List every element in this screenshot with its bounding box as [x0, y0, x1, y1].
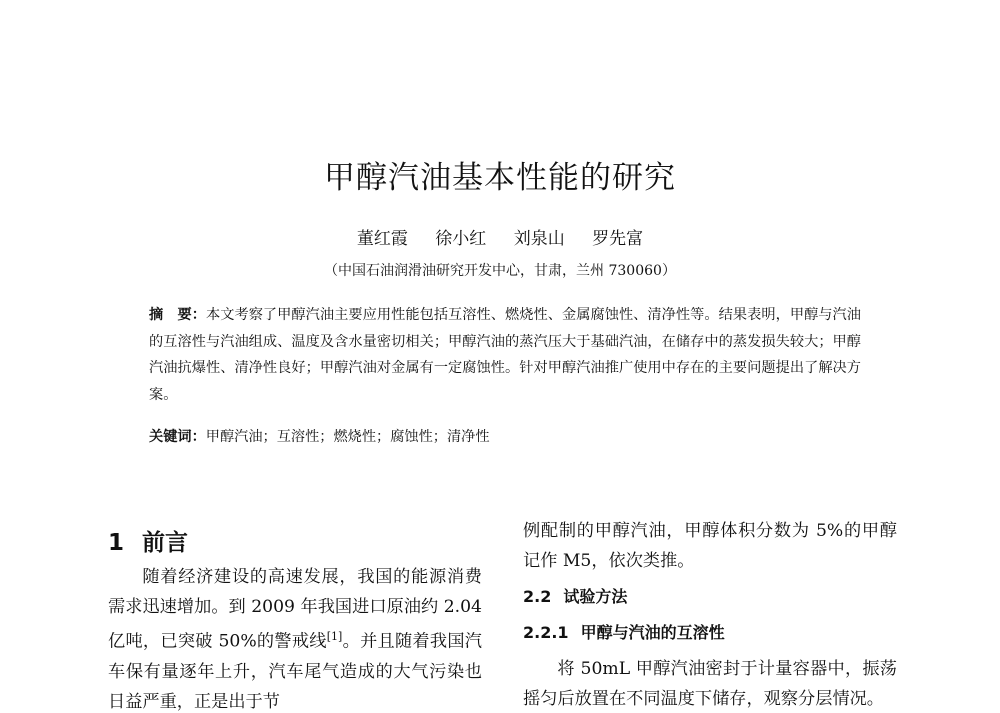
section-heading — [108, 524, 482, 562]
right-column — [523, 516, 897, 713]
author-name: 刘泉山 — [513, 229, 565, 249]
paper-title: 甲醇汽油基本性能的研究 — [324, 160, 676, 196]
abstract-text: 本文考察了甲醇汽油主要应用性能包括互溶性、燃烧性、金属腐蚀性、清净性等。结果表明，甲醇与汽油的互溶性与汽油组成、温度及含水量密切相关；甲醇汽油的蒸汽压大于基础汽油，在储存中的蒸发损失较大；甲醇汽油抗爆性、清净性良好；甲醇汽油对金属有一定腐蚀性。针对甲醇汽油推广使用中存在的主要问题提出了解决方案。 — [149, 307, 861, 403]
subsubsection-title: 甲醇与汽油的互溶性 — [580, 623, 725, 642]
author-name: 董红霞 — [356, 229, 408, 249]
affiliation: （中国石油润滑油研究开发中心，甘肃，兰州 730060） — [324, 263, 676, 279]
section-title: 前言 — [142, 530, 189, 556]
keywords-block — [149, 426, 490, 446]
subsection-title: 试验方法 — [563, 587, 628, 606]
subsubsection-number: 2.2.1 — [523, 623, 569, 642]
body-paragraph: 将 50mL 甲醇汽油密封于计量容器中，振荡摇匀后放置在不同温度下储存，观察分层情况。 — [523, 659, 897, 709]
subsection-heading — [523, 580, 897, 614]
subsection-number: 2.2 — [523, 587, 552, 606]
author-name: 罗先富 — [592, 229, 644, 249]
citation-ref: [1] — [326, 630, 343, 643]
abstract-label: 摘 要： — [149, 307, 206, 323]
keywords-text: 甲醇汽油；互溶性；燃烧性；腐蚀性；清净性 — [205, 429, 490, 445]
abstract-block — [149, 302, 861, 408]
subsubsection-heading — [523, 616, 897, 650]
paragraph-text-continued: 。并且随着我国汽车保有量逐年上升，汽车尾气造成的大气污染也日益严重，正是出于节 — [108, 631, 482, 712]
continued-paragraph: 例配制的甲醇汽油，甲醇体积分数为 5%的甲醇记作 M5，依次类推。 — [523, 521, 897, 571]
left-column — [108, 524, 482, 713]
body-paragraph — [108, 562, 482, 713]
keywords-label: 关键词： — [149, 429, 206, 445]
author-name: 徐小红 — [435, 229, 487, 249]
section-number: 1 — [108, 530, 125, 556]
author-list — [0, 224, 1000, 249]
paragraph-text: 随着经济建设的高速发展，我国的能源消费需求迅速增加。到 2009 年我国进口原油约 2.04 亿吨，已突破 50%的警戒线 — [108, 567, 482, 652]
